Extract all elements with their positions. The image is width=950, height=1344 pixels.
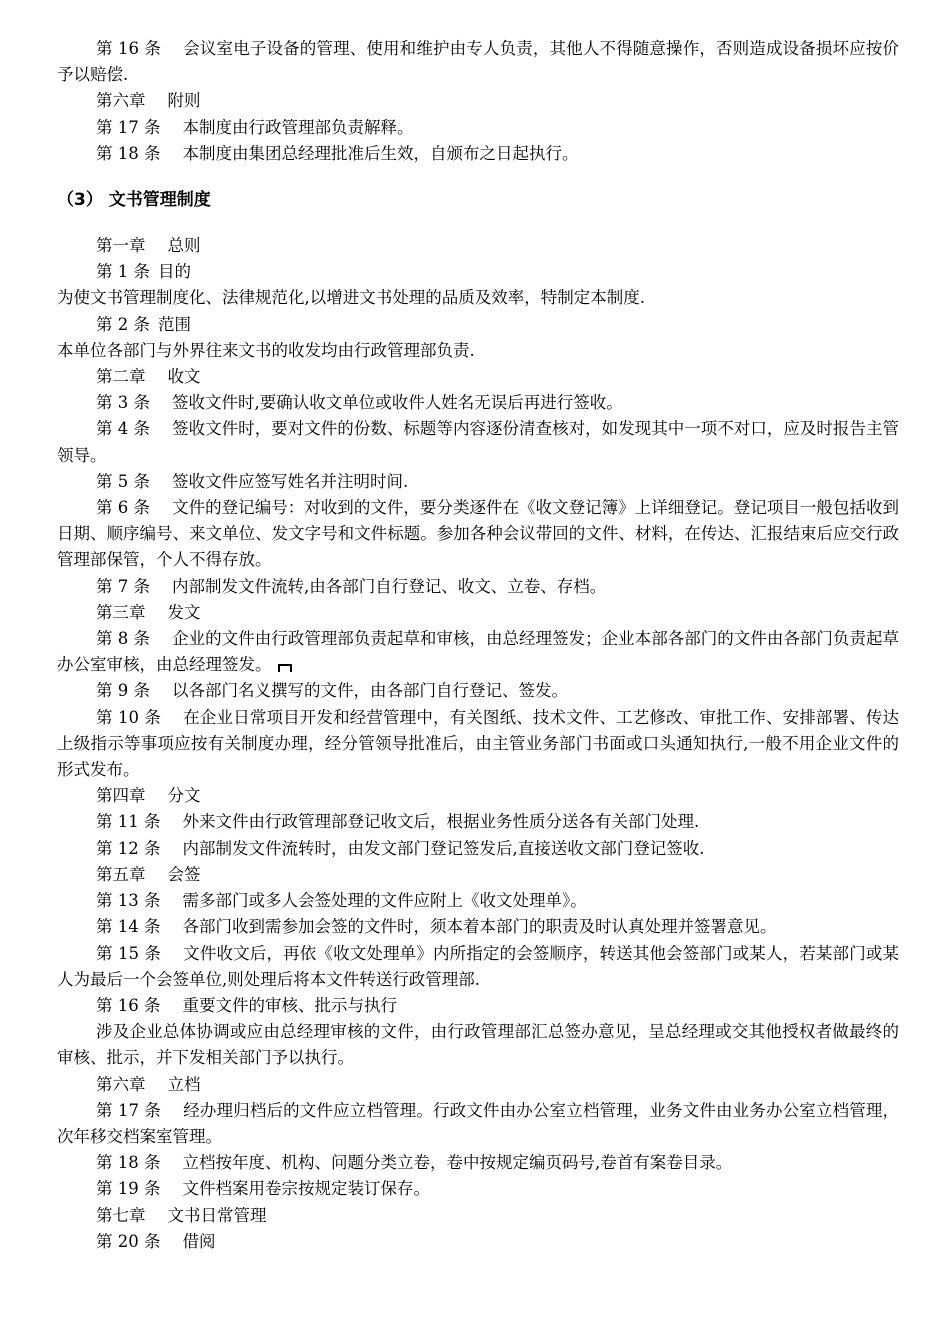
paragraph [57, 705, 899, 784]
paragraph [57, 914, 899, 940]
paragraph [57, 36, 899, 88]
paragraph [57, 88, 899, 114]
paragraph [57, 1072, 899, 1098]
article-text: 文书日常管理 [167, 1205, 267, 1225]
section-heading: （3） 文书管理制度 [57, 190, 211, 211]
article-label: 第 12 条 [96, 838, 161, 858]
article-label: 第 7 条 [96, 576, 150, 596]
article-text: 分文 [167, 786, 201, 806]
article-label: 第 4 条 [96, 419, 151, 439]
paragraph [57, 495, 899, 574]
article-label: 第 1 条 [96, 262, 150, 282]
article-text: 目的 [158, 262, 191, 282]
article-text: 以各部门名义撰写的文件，由各部门自行登记、签发。 [172, 681, 568, 701]
article-text: 需多部门或多人会签处理的文件应附上《收文处理单》。 [182, 891, 587, 911]
article-text: 内部制发文件流转,由各部门自行登记、收文、立卷、存档。 [172, 576, 607, 596]
article-text: 经办理归档后的文件应立档管理。行政文件由办公室立档管理，业务文件由业务办公室立档管理，次年移交档案室管理。 [57, 1100, 899, 1146]
article-text: 签收文件时,要确认收文单位或收件人姓名无误后再进行签收。 [172, 393, 623, 413]
article-text: 附则 [167, 91, 201, 111]
paragraph [57, 626, 899, 678]
article-label: 第二章 [96, 367, 146, 387]
article-text: 本制度由集团总经理批准后生效，自颁布之日起执行。 [182, 143, 579, 163]
article-text: 签收文件应签写姓名并注明时间. [172, 471, 409, 491]
article-label: 第 10 条 [96, 707, 162, 727]
paragraph [57, 469, 899, 495]
article-text: 总则 [167, 236, 201, 256]
article-text: 内部制发文件流转时，由发文部门登记签发后,直接送收文部门登记签收. [182, 838, 705, 858]
article-text: 收文 [167, 367, 201, 387]
article-text: 在企业日常项目开发和经营管理中，有关图纸、技术文件、工艺修改、审批工作、安排部署、传达上级指示等事项应按有关制度办理，经分管领导批准后，由主管业务部门书面或口头通知执行,一般不用企业文件的形式发布。 [57, 707, 899, 780]
article-label: 第 18 条 [96, 1153, 161, 1173]
paragraph [57, 416, 899, 468]
article-label: 第 15 条 [96, 943, 162, 963]
article-label: 第 14 条 [96, 917, 161, 937]
paragraph [57, 1150, 899, 1176]
article-text: 重要文件的审核、批示与执行 [182, 995, 397, 1015]
paragraph [57, 390, 899, 416]
paragraph [57, 1203, 899, 1229]
article-label: 第 3 条 [96, 393, 150, 413]
article-text: 各部门收到需参加会签的文件时，须本着本部门的职责及时认真处理并签署意见。 [182, 917, 777, 937]
article-label: 第七章 [96, 1205, 146, 1225]
paragraph [57, 285, 899, 311]
paragraph [57, 233, 899, 259]
article-text: 发文 [167, 602, 201, 622]
article-text: 签收文件时，要对文件的份数、标题等内容逐份清查核对，如发现其中一项不对口，应及时报告主管领导。 [57, 419, 899, 465]
article-label: 第 2 条 [96, 314, 150, 334]
paragraph [57, 141, 899, 167]
paragraph [57, 888, 899, 914]
paragraph [57, 600, 899, 626]
article-label: 第三章 [96, 602, 146, 622]
article-label: 第 6 条 [96, 498, 151, 518]
paragraph [57, 312, 899, 338]
article-label: 第 8 条 [96, 629, 151, 649]
article-label: 第 16 条 [96, 995, 161, 1015]
article-label: 第四章 [96, 786, 146, 806]
article-label: 第 17 条 [96, 1100, 162, 1120]
article-text: 涉及企业总体协调或应由总经理审核的文件，由行政管理部汇总签办意见，呈总经理或交其他授权者做最终的审核、批示，并下发相关部门予以执行。 [57, 1022, 899, 1068]
article-label: 第五章 [96, 864, 146, 884]
paragraph [57, 809, 899, 835]
paragraph [57, 836, 899, 862]
document-body [57, 233, 899, 1255]
paragraph [57, 115, 899, 141]
article-text: 本单位各部门与外界往来文书的收发均由行政管理部负责. [57, 340, 475, 360]
article-text: 外来文件由行政管理部登记收文后，根据业务性质分送各有关部门处理. [182, 812, 700, 832]
paragraph [57, 941, 899, 993]
article-label: 第一章 [96, 236, 146, 256]
bracket-mark-icon [278, 664, 292, 672]
document-page [57, 36, 899, 1255]
article-label: 第 19 条 [96, 1179, 161, 1199]
article-text: 企业的文件由行政管理部负责起草和审核，由总经理签发；企业本部各部门的文件由各部门负责起草办公室审核，由总经理签发。 [57, 629, 899, 675]
article-text: 立档 [167, 1074, 201, 1094]
article-text: 文件档案用卷宗按规定装订保存。 [182, 1179, 430, 1199]
paragraph [57, 338, 899, 364]
article-text: 文件收文后，再依《收文处理单》内所指定的会签顺序，转送其他会签部门或某人，若某部门或某人为最后一个会签单位,则处理后将本文件转送行政管理部. [57, 943, 899, 989]
paragraph [57, 1098, 899, 1150]
article-text: 借阅 [182, 1231, 216, 1251]
article-label: 第 20 条 [96, 1231, 161, 1251]
article-label: 第六章 [96, 1074, 146, 1094]
paragraph [57, 1229, 899, 1255]
article-label: 第 9 条 [96, 681, 150, 701]
paragraph [57, 862, 899, 888]
article-text: 文件的登记编号：对收到的文件，要分类逐件在《收文登记簿》上详细登记。登记项目一般包括收到日期、顺序编号、来文单位、发文字号和文件标题。参加各种会议带回的文件、材料，在传达、汇报结束后应交行政管理部保管，个人不得存放。 [57, 498, 899, 570]
paragraph [57, 993, 899, 1019]
article-text: 本制度由行政管理部负责解释。 [182, 117, 414, 137]
article-text: 范围 [158, 314, 191, 334]
article-label: 第 18 条 [96, 143, 161, 163]
paragraph [57, 1019, 899, 1071]
article-label: 第六章 [96, 91, 146, 111]
article-text: 会签 [167, 864, 201, 884]
paragraph [57, 1176, 899, 1202]
previous-section-tail [57, 36, 899, 167]
paragraph [57, 259, 899, 285]
paragraph [57, 364, 899, 390]
article-text: 为使文书管理制度化、法律规范化,以增进文书处理的品质及效率，特制定本制度. [57, 288, 645, 308]
article-text: 会议室电子设备的管理、使用和维护由专人负责，其他人不得随意操作，否则造成设备损坏应按价予以赔偿. [57, 39, 899, 85]
paragraph [57, 783, 899, 809]
paragraph [57, 574, 899, 600]
article-label: 第 5 条 [96, 471, 150, 491]
article-label: 第 16 条 [96, 39, 162, 58]
article-label: 第 13 条 [96, 891, 161, 911]
article-label: 第 17 条 [96, 117, 161, 137]
paragraph [57, 678, 899, 704]
article-text: 立档按年度、机构、问题分类立卷，卷中按规定编页码号,卷首有案卷目录。 [182, 1153, 733, 1173]
article-label: 第 11 条 [96, 812, 161, 832]
